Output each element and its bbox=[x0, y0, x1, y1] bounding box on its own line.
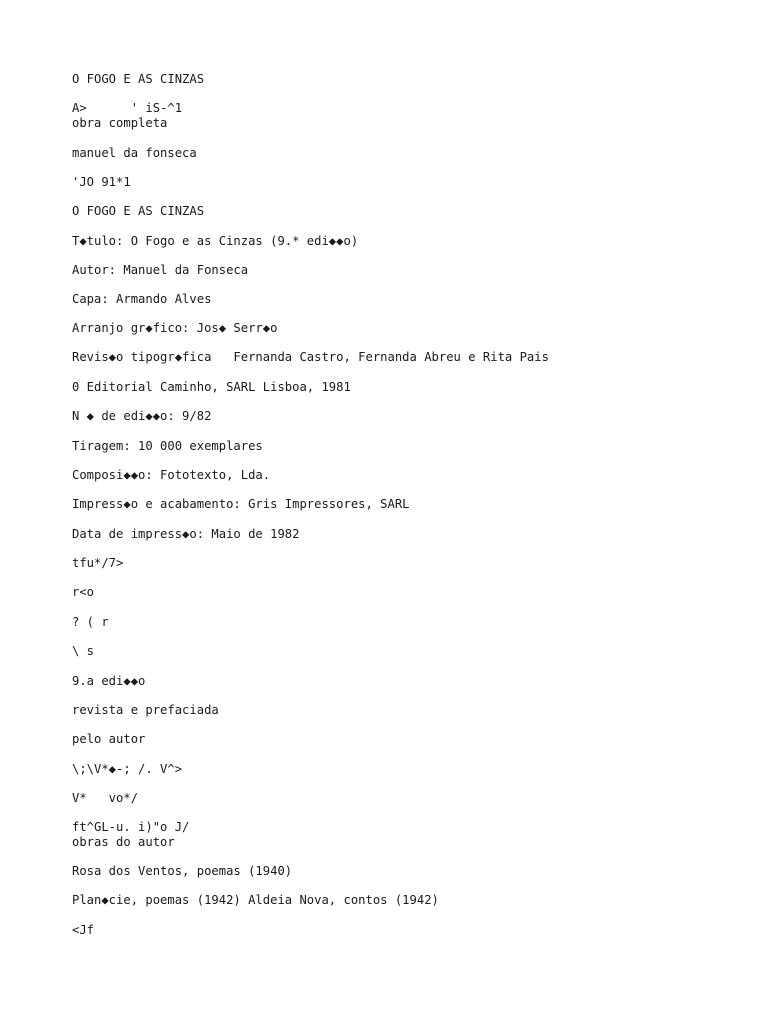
text-line: Capa: Armando Alves bbox=[72, 292, 212, 306]
text-line: Plan◆cie, poemas (1942) Aldeia Nova, contos (1942) bbox=[72, 893, 439, 907]
text-line: V* vo*/ bbox=[72, 791, 139, 805]
text-line: manuel da fonseca bbox=[72, 146, 197, 160]
text-line: Arranjo gr◆fico: Jos◆ Serr◆o bbox=[72, 321, 278, 335]
text-line: Tiragem: 10 000 exemplares bbox=[72, 439, 263, 453]
text-line: Impress◆o e acabamento: Gris Impressores, SARL bbox=[72, 497, 410, 511]
text-line: \;\V*◆-; /. V^> bbox=[72, 762, 183, 776]
text-line: revista e prefaciada bbox=[72, 703, 219, 717]
text-line: 'JO 91*1 bbox=[72, 175, 131, 189]
text-line: A> ' iS-^1 bbox=[72, 101, 183, 115]
text-line: Composi◆◆o: Fototexto, Lda. bbox=[72, 468, 271, 482]
text-line: N ◆ de edi◆◆o: 9/82 bbox=[72, 409, 212, 423]
text-line: ft^GL-u. i)"o J/ bbox=[72, 820, 190, 834]
text-line: O FOGO E AS CINZAS bbox=[72, 204, 205, 218]
text-line: obras do autor bbox=[72, 835, 175, 849]
text-line: obra completa bbox=[72, 116, 168, 130]
text-line: ? ( r bbox=[72, 615, 109, 629]
text-line: O FOGO E AS CINZAS bbox=[72, 72, 205, 86]
text-line: r<o bbox=[72, 585, 95, 599]
text-line: 9.a edi◆◆o bbox=[72, 674, 146, 688]
text-line: T◆tulo: O Fogo e as Cinzas (9.* edi◆◆o) bbox=[72, 234, 359, 248]
text-line: Data de impress◆o: Maio de 1982 bbox=[72, 527, 300, 541]
text-line: pelo autor bbox=[72, 732, 146, 746]
text-line: 0 Editorial Caminho, SARL Lisboa, 1981 bbox=[72, 380, 351, 394]
text-line: tfu*/7> bbox=[72, 556, 124, 570]
text-line: \ s bbox=[72, 644, 95, 658]
text-line: <Jf bbox=[72, 923, 95, 937]
text-line: Rosa dos Ventos, poemas (1940) bbox=[72, 864, 293, 878]
text-line: Revis◆o tipogr◆fica Fernanda Castro, Fernanda Abreu e Rita Pais bbox=[72, 350, 549, 364]
text-line: Autor: Manuel da Fonseca bbox=[72, 263, 249, 277]
